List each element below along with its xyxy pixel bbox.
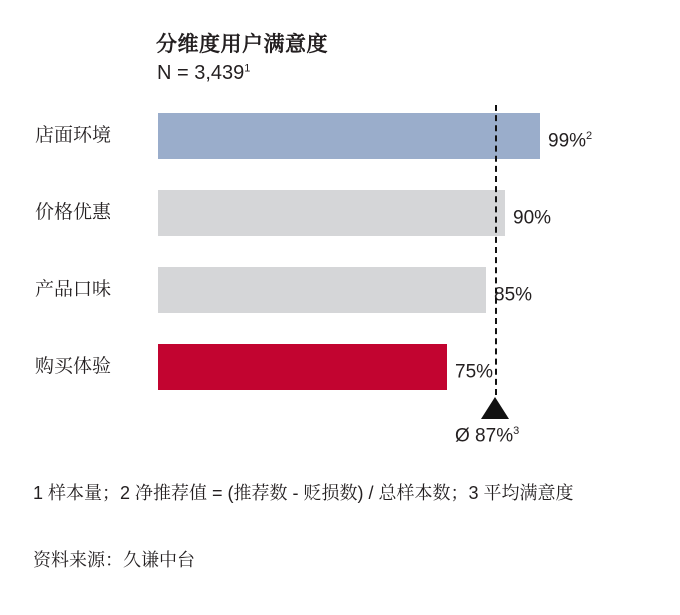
bar-value-text: 90%: [513, 207, 552, 229]
bar-segment: [158, 344, 447, 390]
chart-title: 分维度用户满意度: [156, 33, 328, 56]
bar-segment: [158, 267, 486, 313]
chart-subtitle-text: N = 3,439: [157, 62, 245, 84]
chart-subtitle: [157, 62, 250, 85]
average-reference-line: [495, 105, 497, 395]
bar-value-label: [513, 182, 551, 244]
bar-row: [0, 259, 680, 321]
bar-row: [0, 182, 680, 244]
bar-value-text: 85%: [494, 284, 533, 306]
bar-value-label: [494, 259, 532, 321]
bar-value-label: [548, 105, 592, 167]
footnotes: 1 样本量；2 净推荐值 = (推荐数 - 贬损数) / 总样本数；3 平均满意度: [33, 483, 574, 503]
plot-area: [0, 105, 680, 447]
bar-row: [0, 336, 680, 398]
chart-subtitle-footnote-marker: 1: [244, 62, 251, 75]
average-marker-icon: [481, 397, 509, 419]
bar-row: [0, 105, 680, 167]
category-label: 购买体验: [35, 356, 112, 377]
bar-value-text: 99%: [548, 130, 587, 152]
bar-value-label: [455, 336, 493, 398]
category-label: 店面环境: [35, 125, 112, 146]
bar-segment: [158, 113, 540, 159]
bar-segment: [158, 190, 505, 236]
category-label: 价格优惠: [35, 202, 112, 223]
source-note: 资料来源：久谦中台: [33, 550, 195, 570]
average-label-text: Ø 87%: [455, 425, 514, 447]
bar-value-text: 75%: [455, 361, 494, 383]
bar-value-footnote-marker: 2: [586, 130, 593, 142]
category-label: 产品口味: [35, 279, 112, 300]
average-label: [455, 425, 519, 447]
average-label-footnote-marker: 3: [513, 425, 520, 437]
